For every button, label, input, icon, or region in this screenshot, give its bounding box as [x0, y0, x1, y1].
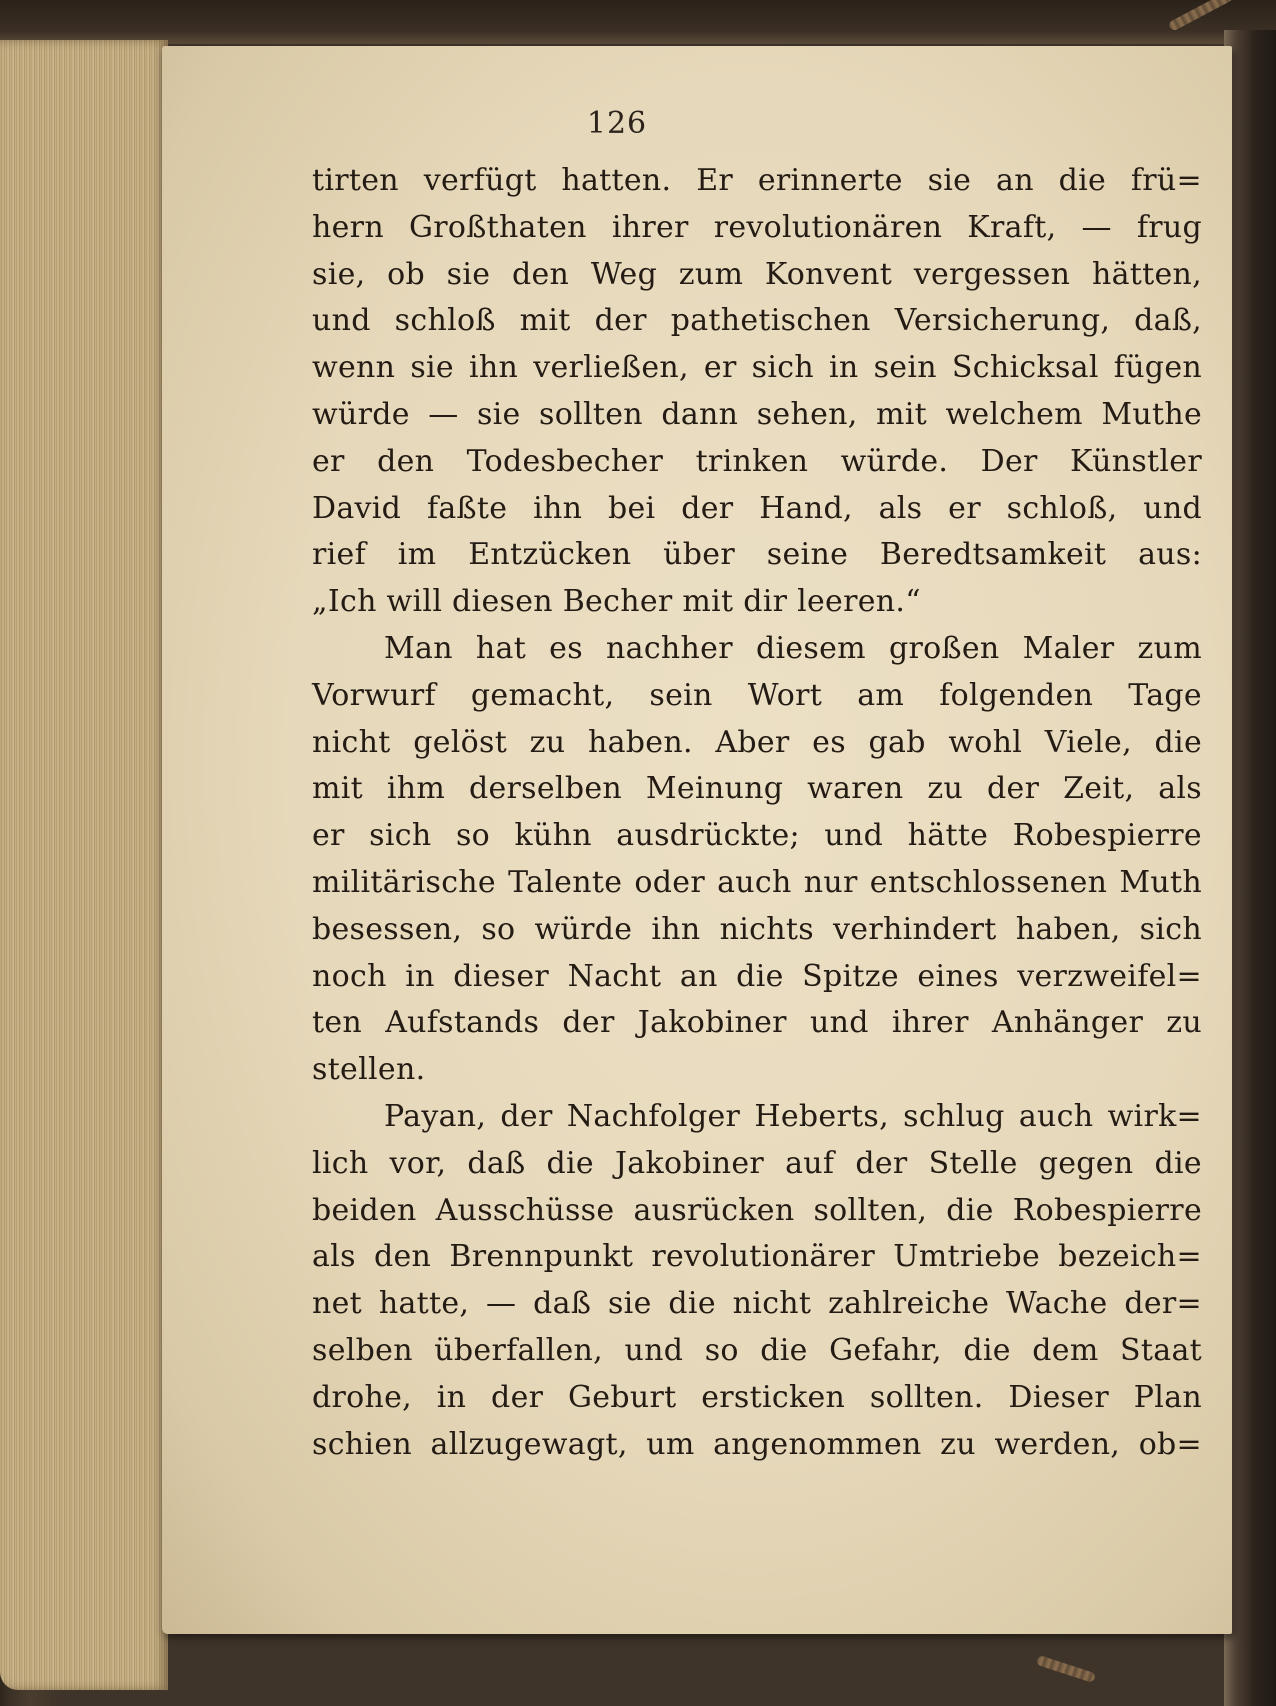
text-line: mit ihm derselben Meinung waren zu der Zeit, als	[312, 771, 1202, 807]
text-line: Payan, der Nachfolger Heberts, schlug auch wirk=	[384, 1098, 1202, 1134]
text-line: und schloß mit der pathetischen Versicherung, daß,	[312, 303, 1202, 339]
page-stack-edge	[0, 40, 168, 1690]
text-line: selben überfallen, und so die Gefahr, die dem Staat	[312, 1332, 1202, 1368]
text-line: sie, ob sie den Weg zum Konvent vergessen hätten,	[312, 256, 1202, 292]
text-line: stellen.	[312, 1052, 426, 1088]
text-line: Vorwurf gemacht, sein Wort am folgenden Tage	[312, 677, 1202, 713]
text-line: wenn sie ihn verließen, er sich in sein Schicksal fügen	[312, 350, 1202, 386]
text-line: drohe, in der Geburt ersticken sollten. Dieser Plan	[312, 1379, 1202, 1415]
text-line: Man hat es nachher diesem großen Maler zum	[384, 630, 1202, 666]
text-line: beiden Ausschüsse ausrücken sollten, die Robespierre	[312, 1192, 1202, 1228]
page-text	[312, 158, 1202, 1468]
text-line: ten Aufstands der Jakobiner und ihrer Anhänger zu	[312, 1005, 1202, 1041]
text-line: „Ich will diesen Becher mit dir leeren.“	[312, 584, 921, 620]
text-line: er sich so kühn ausdrückte; und hätte Robespierre	[312, 818, 1202, 854]
text-line: lich vor, daß die Jakobiner auf der Stelle gegen die	[312, 1145, 1202, 1181]
page-number: 126	[586, 106, 648, 141]
text-line: als den Brennpunkt revolutionärer Umtriebe bezeich=	[312, 1239, 1202, 1275]
binding-cord-bottom	[1036, 1655, 1096, 1683]
text-line: besessen, so würde ihn nichts verhindert haben, sich	[312, 911, 1202, 947]
book-page	[162, 46, 1232, 1634]
text-line: würde — sie sollten dann sehen, mit welchem Muthe	[312, 396, 1202, 432]
text-line: tirten verfügt hatten. Er erinnerte sie an die frü=	[312, 163, 1202, 198]
text-line: rief im Entzücken über seine Beredtsamkeit aus:	[312, 537, 1202, 573]
text-line: hern Großthaten ihrer revolutionären Kraft, — frug	[312, 209, 1202, 245]
text-line: noch in dieser Nacht an die Spitze eines verzweifel=	[312, 958, 1202, 994]
text-line: militärische Talente oder auch nur entschlossenen Muth	[312, 864, 1202, 900]
text-line: nicht gelöst zu haben. Aber es gab wohl Viele, die	[312, 724, 1202, 760]
text-line: net hatte, — daß sie die nicht zahlreiche Wache der=	[312, 1286, 1202, 1322]
text-line: David faßte ihn bei der Hand, als er schloß, und	[312, 490, 1202, 526]
text-line: schien allzugewagt, um angenommen zu werden, ob=	[312, 1426, 1202, 1462]
text-line: er den Todesbecher trinken würde. Der Künstler	[312, 443, 1202, 479]
book-cover-top	[0, 0, 1276, 44]
